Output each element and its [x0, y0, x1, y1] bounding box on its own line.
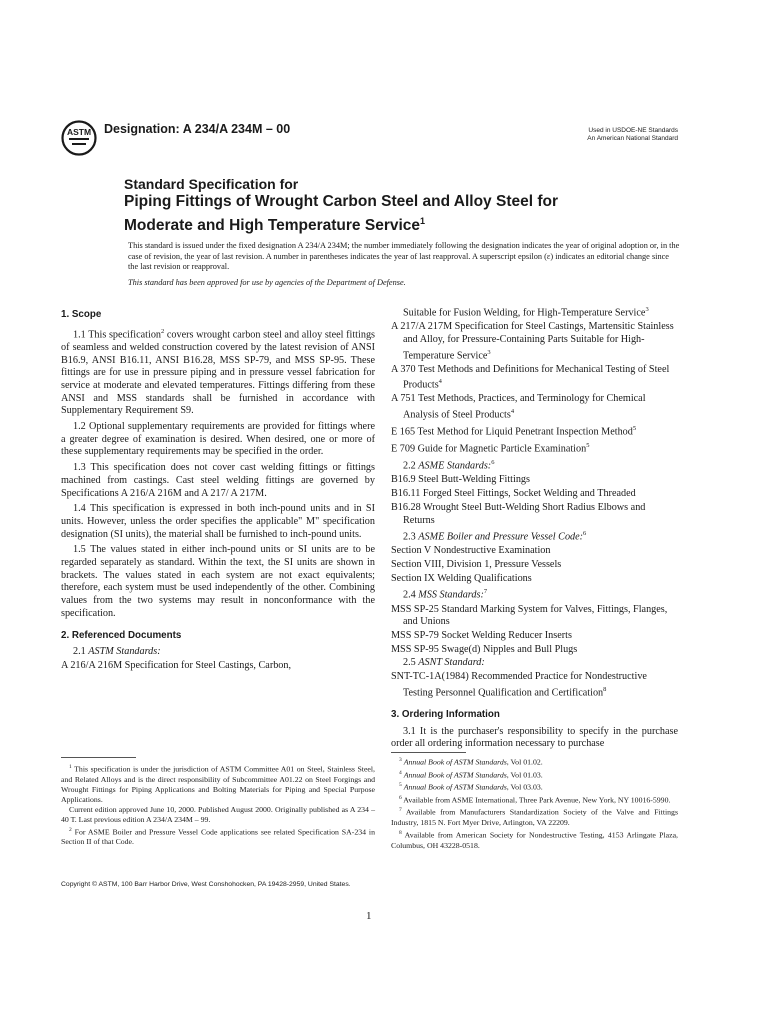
footnotes-right	[391, 755, 678, 851]
subsection-2-4-label: MSS Standards:	[418, 589, 484, 601]
subsection-2-1	[61, 646, 375, 659]
ref-snt-tc-1a	[391, 671, 678, 700]
section-heading-ordering-information: 3. Ordering Information	[391, 708, 500, 720]
ref-section-viii: Section VIII, Division 1, Pressure Vessels	[391, 559, 562, 571]
logo-text: ASTM	[66, 127, 92, 137]
section-heading-referenced-documents: 2. Referenced Documents	[61, 629, 182, 641]
subsection-2-2-label: ASME Standards:	[418, 460, 492, 472]
used-in-note	[587, 127, 678, 143]
ref-a216-continued-text: Suitable for Fusion Welding, for High-Temperature Service	[403, 307, 646, 319]
footnote-7	[391, 805, 678, 828]
astm-logo	[61, 117, 97, 159]
title-line-2: Piping Fittings of Wrought Carbon Steel and Alloy Steel for	[124, 193, 558, 210]
footnote-3-mark: 3	[399, 757, 402, 763]
title-footnote-mark: 1	[420, 215, 426, 226]
subsection-2-3	[391, 528, 678, 544]
footnote-8-mark: 8	[399, 829, 402, 836]
page-number: 1	[366, 910, 372, 922]
footnote-6-mark: 6	[399, 794, 402, 801]
paragraph-1-5: 1.5 The values stated in either inch-pound units or SI units are to be regarded separately as standard. Within the text, the SI units are shown in brackets. The values stated in each system are not exact equivalents; therefore, each system must be used independently of the other. Combining values from the two systems may result in nonconformance with the specification.	[61, 544, 375, 619]
used-in-line-2: An American National Standard	[587, 135, 678, 142]
footnote-7-text: Available from Manufacturers Standardization Society of the Valve and Fittings Industry, 1815 N. Fort Myer Drive, Arlington, VA 22209.	[391, 807, 678, 827]
footnote-6	[391, 793, 678, 806]
ref-e709	[391, 440, 678, 456]
footnote-4-vol: , Vol 01.03.	[506, 770, 543, 780]
ref-e709-text: E 709 Guide for Magnetic Particle Examination	[391, 443, 587, 455]
footnote-4	[391, 768, 678, 781]
footnote-1-mark: 1	[69, 764, 72, 770]
subsection-2-2	[391, 457, 678, 473]
ref-e165	[391, 423, 678, 439]
section-heading-scope: 1. Scope	[61, 309, 102, 320]
subsection-2-4	[391, 586, 678, 602]
footnote-5-vol: , Vol 03.03.	[506, 782, 543, 792]
ref-e165-text: E 165 Test Method for Liquid Penetrant Inspection Method	[391, 426, 633, 438]
footnote-mark-6: 6	[491, 459, 495, 467]
ref-a216: A 216/A 216M Specification for Steel Castings, Carbon,	[61, 659, 292, 671]
preamble-text: This standard is issued under the fixed designation A 234/A 234M; the number immediately following the designation indicates the year of original adoption or, in the case of revision, the year of last revision. A number in parentheses indicates the year of last reapproval. A superscript epsilon (ε) indicates an editorial change since the last revision or reapproval.	[128, 241, 680, 272]
footnote-3	[391, 755, 678, 768]
footnote-3-vol: , Vol 01.02.	[506, 757, 543, 767]
footnote-mark-5b: 5	[586, 442, 590, 450]
ref-section-ix: Section IX Welding Qualifications	[391, 572, 532, 584]
footnote-5-mark: 5	[399, 782, 402, 789]
footnote-mark-7: 7	[483, 588, 488, 596]
footnote-mark-4: 4	[438, 378, 442, 386]
footnote-5	[391, 780, 678, 793]
paragraph-1-3: 1.3 This specification does not cover cast welding fittings or fittings machined from castings. Cast steel welding fittings are governed by Specifications A 216/A 216M and A 217/ A 217M.	[61, 462, 375, 499]
document-title	[124, 176, 664, 235]
ref-a370-text: A 370 Test Methods and Definitions for Mechanical Testing of Steel Products	[391, 363, 670, 391]
footnote-3-book: Annual Book of ASTM Standards	[403, 757, 507, 767]
footnote-mark-3b: 3	[487, 348, 491, 356]
footnote-mark-4b: 4	[510, 408, 515, 416]
subsection-2-5-label: ASNT Standard:	[418, 657, 485, 669]
ref-a216-continued	[391, 304, 678, 320]
footnote-divider-right	[391, 752, 466, 753]
title-line-3-text: Moderate and High Temperature Service	[124, 216, 421, 234]
ref-a751	[391, 393, 678, 422]
footnote-2	[61, 825, 375, 848]
footnote-1-edition: Current edition approved June 10, 2000. Published August 2000. Originally published as A 234 – 40 T. Last previous edition A 234/A 234M – 99.	[61, 804, 375, 824]
footnote-mark-6b: 6	[583, 530, 587, 538]
subsection-2-4-number: 2.4	[403, 589, 419, 601]
ref-b16-9: B16.9 Steel Butt-Welding Fittings	[391, 474, 530, 486]
title-line-1: Standard Specification for	[124, 176, 299, 192]
footnote-mark-8: 8	[603, 685, 607, 693]
approval-note: This standard has been approved for use by agencies of the Department of Defense.	[128, 278, 406, 288]
ref-a217-text: A 217/A 217M Specification for Steel Castings, Martensitic Stainless and Alloy, for Pressure-Containing Parts Suitable for High-Temperature Service	[391, 321, 674, 361]
title-line-3	[124, 212, 664, 236]
used-in-line-1: Used in USDOE-NE Standards	[588, 127, 678, 134]
ref-section-v: Section V Nondestructive Examination	[391, 545, 551, 557]
ref-a370	[391, 364, 678, 393]
paragraph-1-1-rest: covers wrought carbon steel and alloy steel fittings of seamless and welded construction covered by the latest revision of ANSI B16.9, ANSI B16.11, ANSI B16.28, MSS SP-79, and MSS SP-95. These fittings are for use in pressure piping and in pressure vessel fabrication for service at moderate and elevated temperatures. Fittings differing from these ANSI and MSS standards shall be furnished in accordance with Supplementary Requirement S9.	[61, 329, 375, 417]
subsection-2-5-number: 2.5	[403, 657, 419, 669]
paragraph-3-1: 3.1 It is the purchaser's responsibility to specify in the purchase order all ordering information necessary to purchase	[391, 725, 678, 750]
ref-b16-11: B16.11 Forged Steel Fittings, Socket Welding and Threaded	[391, 488, 636, 500]
ref-a217	[391, 321, 678, 363]
ref-b16-28: B16.28 Wrought Steel Butt-Welding Short Radius Elbows and Returns	[391, 501, 646, 526]
subsection-2-1-number: 2.1	[73, 646, 89, 658]
paragraph-1-4: 1.4 This specification is expressed in both inch-pound units and in SI units. However, unless the order specifies the applicable" M" specification designation (SI units), the material shall be furnished to inch-pound units.	[61, 503, 375, 540]
ref-snt-tc-1a-text: SNT-TC-1A(1984) Recommended Practice for Nondestructive Testing Personnel Qualification and Certification	[391, 671, 647, 699]
preamble	[128, 241, 680, 289]
ref-a751-text: A 751 Test Methods, Practices, and Terminology for Chemical Analysis of Steel Products	[391, 393, 646, 421]
footnotes-left	[61, 762, 375, 847]
footnote-mark-2: 2	[161, 327, 165, 335]
ref-sp-25: MSS SP-25 Standard Marking System for Valves, Fittings, Flanges, and Unions	[391, 603, 668, 628]
paragraph-1-2: 1.2 Optional supplementary requirements are provided for fittings where a greater degree of examination is desired. When desired, one or more of these supplementary requirements may be specified in the order.	[61, 421, 375, 458]
paragraph-1-1-start: 1.1 This specification	[73, 329, 162, 341]
footnote-divider-left	[61, 757, 136, 758]
left-column	[61, 309, 375, 674]
footnote-7-mark: 7	[399, 807, 402, 814]
copyright-notice: Copyright © ASTM, 100 Barr Harbor Drive, West Conshohocken, PA 19428-2959, United States.	[61, 881, 351, 888]
footnote-2-text: For ASME Boiler and Pressure Vessel Code applications see related Specification SA-234 in Section II of that Code.	[61, 827, 376, 847]
footnote-8	[391, 828, 678, 851]
subsection-2-5	[391, 657, 678, 670]
right-column	[391, 304, 678, 754]
footnote-mark-3: 3	[645, 306, 649, 313]
subsection-2-1-label: ASTM Standards:	[88, 646, 161, 658]
footnote-mark-5: 5	[632, 425, 637, 433]
subsection-2-3-number: 2.3	[403, 531, 419, 543]
footnote-2-mark: 2	[69, 826, 72, 833]
ref-sp-95: MSS SP-95 Swage(d) Nipples and Bull Plugs	[391, 643, 578, 655]
footnote-6-text: Available from ASME International, Three Park Avenue, New York, NY 10016-5990.	[403, 795, 671, 805]
footnote-8-text: Available from American Society for Nondestructive Testing, 4153 Arlingate Plaza, Columbus, OH 43228-0518.	[391, 830, 678, 850]
ref-sp-79: MSS SP-79 Socket Welding Reducer Inserts	[391, 629, 572, 641]
footnote-4-book: Annual Book of ASTM Standards	[403, 770, 507, 780]
designation: Designation: A 234/A 234M – 00	[104, 122, 291, 136]
subsection-2-3-label: ASME Boiler and Pressure Vessel Code:	[418, 531, 584, 543]
footnote-4-mark: 4	[399, 769, 402, 776]
footnote-5-book: Annual Book of ASTM Standards	[403, 782, 507, 792]
footnote-1	[61, 762, 375, 805]
subsection-2-2-number: 2.2	[403, 460, 419, 472]
footnote-1-text: This specification is under the jurisdiction of ASTM Committee A01 on Steel, Stainless Steel, and Related Alloys and is the direct responsibility of Subcommittee A01.22 on Steel Forgings and Wrought Fittings for Piping Applications and Bolting Materials for Piping and Special Purpose Applications.	[61, 764, 376, 804]
paragraph-1-1	[61, 326, 375, 418]
